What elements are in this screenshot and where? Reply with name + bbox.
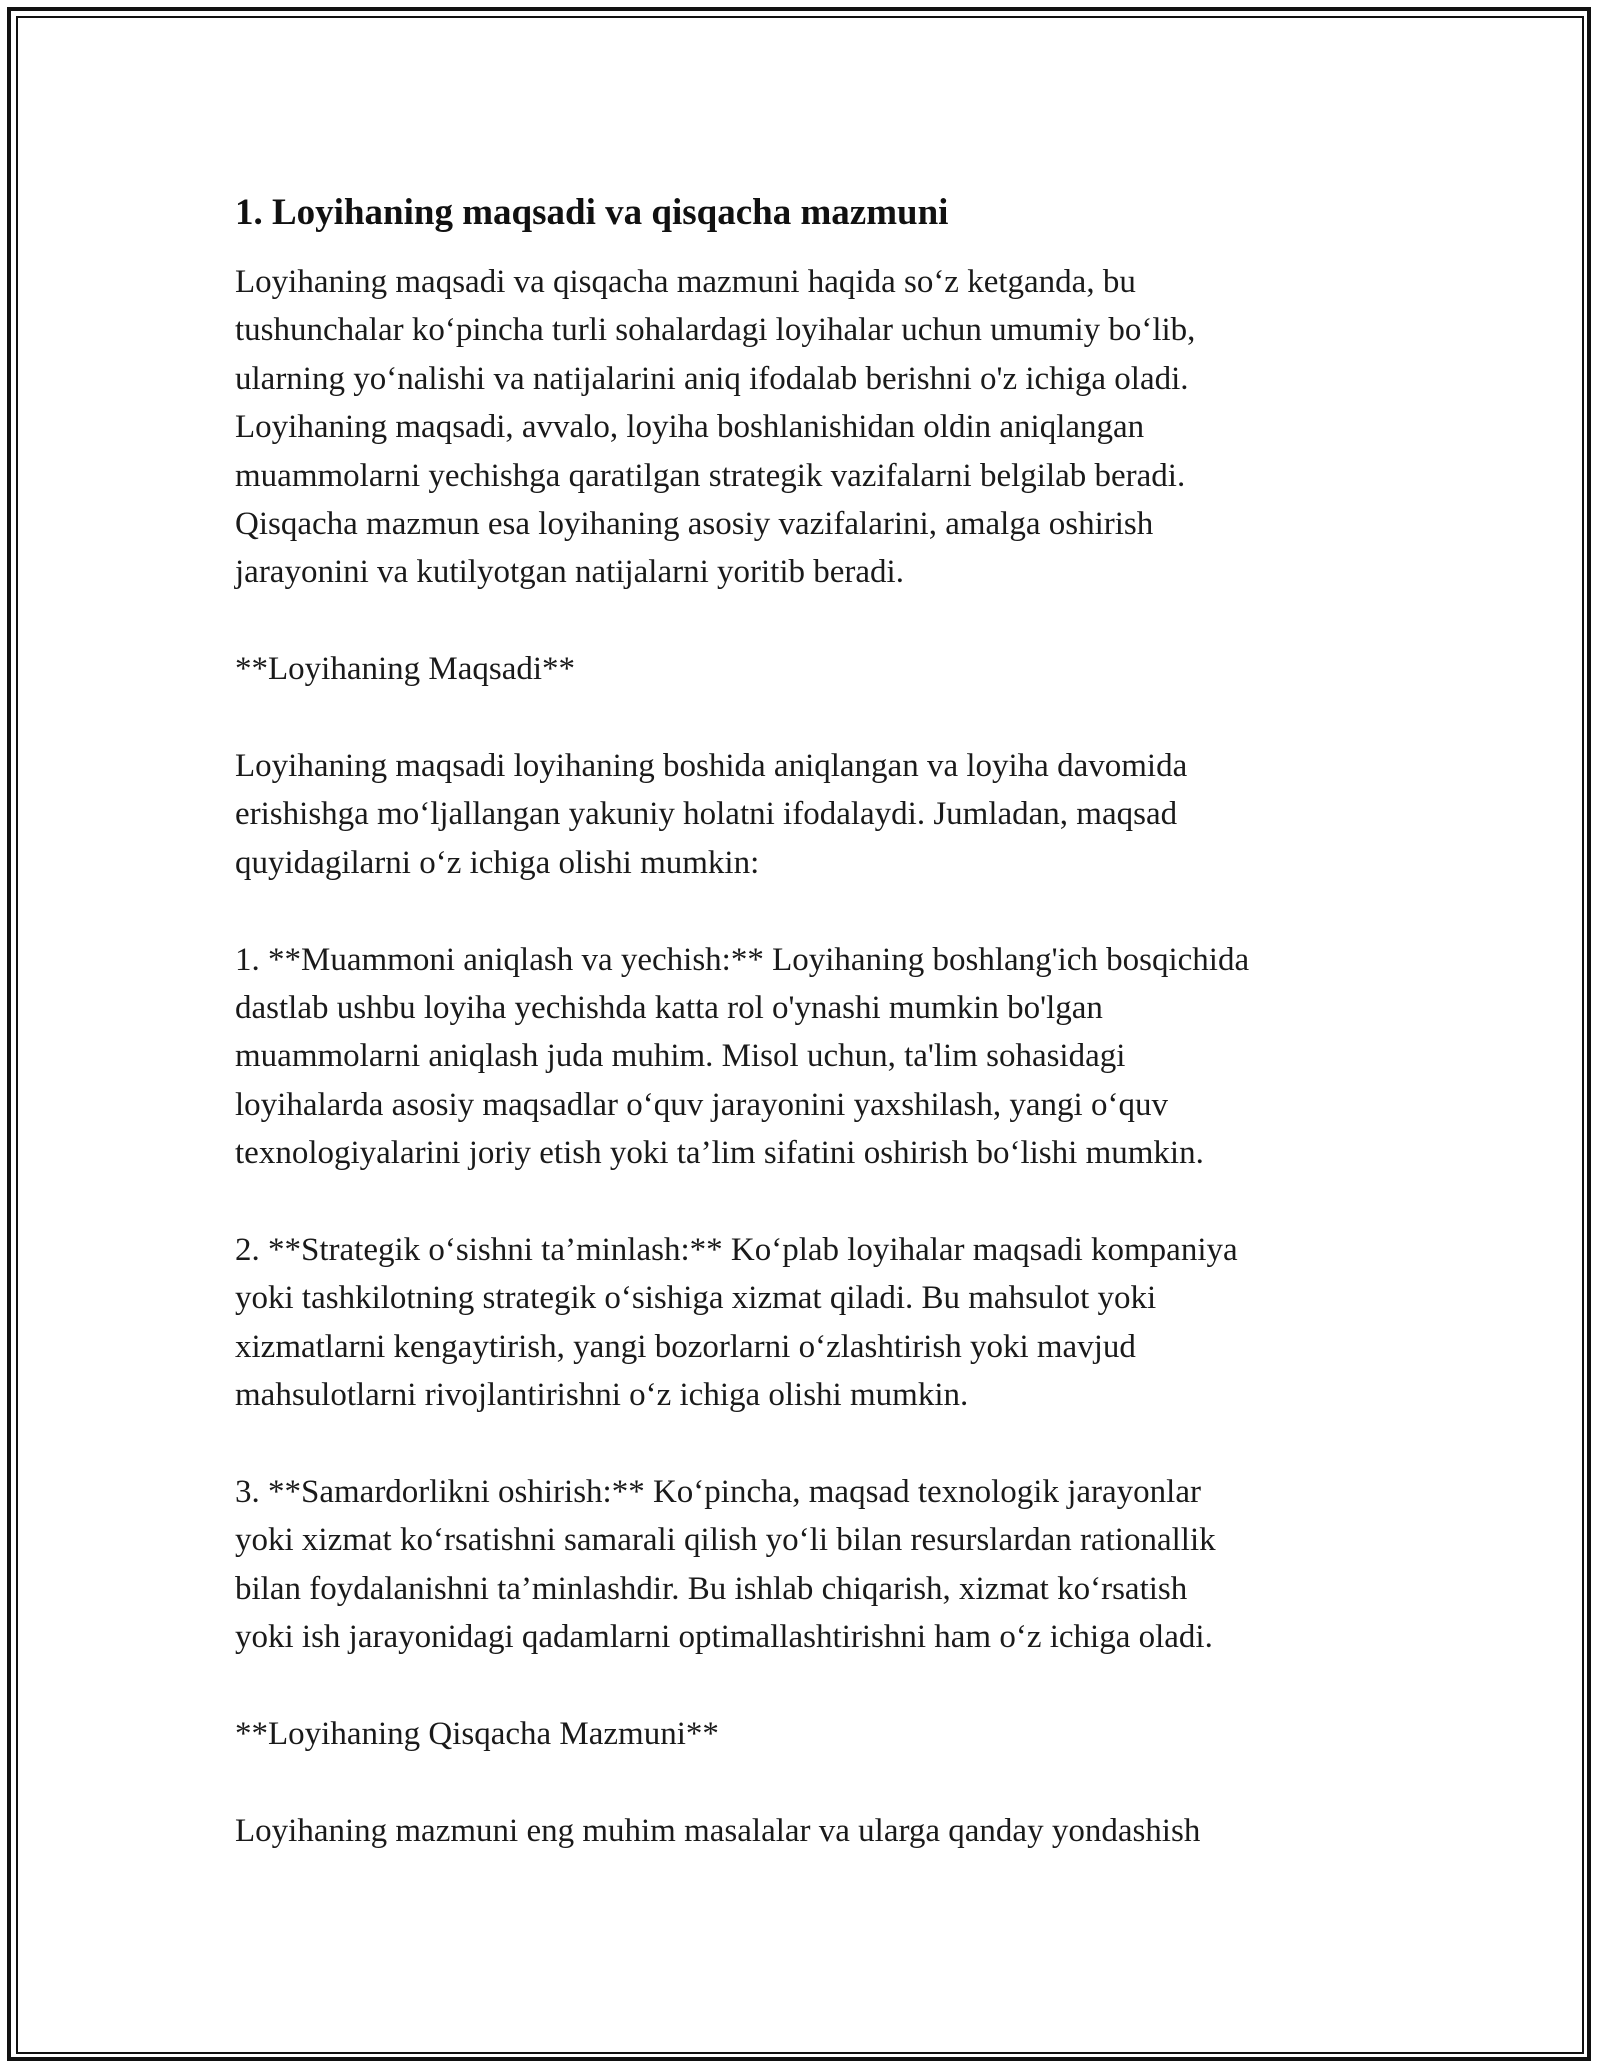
paragraph [235,742,1375,887]
section-heading: 1. Loyihaning maqsadi va qisqacha mazmuni [235,192,949,233]
paragraph [235,1468,1375,1662]
paragraph-line: dastlab ushbu loyiha yechishda katta rol o'ynashi mumkin bo'lgan [235,990,1103,1027]
paragraph-line: 3. **Samardorlikni oshirish:** Ko‘pincha, maqsad texnologik jarayonlar [235,1474,1201,1511]
paragraph-line: yoki tashkilotning strategik o‘sishiga xizmat qiladi. Bu mahsulot yoki [235,1280,1157,1317]
paragraph [235,1226,1375,1420]
paragraph-line: 1. **Muammoni aniqlash va yechish:** Loyihaning boshlang'ich bosqichida [235,941,1250,978]
paragraph-line: yoki xizmat ko‘rsatishni samarali qilish yo‘li bilan resurslardan rationallik [235,1522,1216,1559]
paragraph [235,1710,1375,1758]
paragraph-line: xizmatlarni kengaytirish, yangi bozorlarni o‘zlashtirish yoki mavjud [235,1328,1136,1365]
paragraph-line: 2. **Strategik o‘sishni ta’minlash:** Ko‘plab loyihalar maqsadi kompaniya [235,1232,1238,1269]
paragraph-line: Qisqacha mazmun esa loyihaning asosiy vazifalarini, amalga oshirish [235,506,1154,543]
paragraph-line: muammolarni yechishga qaratilgan strategik vazifalarni belgilab beradi. [235,457,1186,494]
paragraph-line: Loyihaning maqsadi loyihaning boshida aniqlangan va loyiha davomida [235,748,1188,785]
paragraph-line: erishishga mo‘ljallangan yakuniy holatni ifodalaydi. Jumladan, maqsad [235,796,1178,833]
paragraph-line: Loyihaning mazmuni eng muhim masalalar va ularga qanday yondashish [235,1812,1201,1849]
paragraph-line: bilan foydalanishni ta’minlashdir. Bu ishlab chiqarish, xizmat ko‘rsatish [235,1570,1188,1607]
document-body [235,188,1375,1904]
paragraph-line: quyidagilarni o‘z ichiga olishi mumkin: [235,844,760,881]
paragraph [235,645,1375,693]
paragraph-line: Loyihaning maqsadi, avvalo, loyiha boshlanishidan oldin aniqlangan [235,409,1145,446]
paragraph-line: **Loyihaning Qisqacha Mazmuni** [235,1716,719,1753]
paragraph [235,258,1375,597]
paragraph-line: loyihalarda asosiy maqsadlar o‘quv jarayonini yaxshilash, yangi o‘quv [235,1086,1168,1123]
paragraph-line: mahsulotlarni rivojlantirishni o‘z ichiga olishi mumkin. [235,1377,969,1414]
paragraph-line: texnologiyalarini joriy etish yoki ta’lim sifatini oshirish bo‘lishi mumkin. [235,1135,1204,1172]
paragraph-line: **Loyihaning Maqsadi** [235,651,576,688]
paragraph [235,936,1375,1178]
paragraph-line: ularning yo‘nalishi va natijalarini aniq ifodalab berishni o'z ichiga oladi. [235,360,1189,397]
paragraph-line: yoki ish jarayonidagi qadamlarni optimallashtirishni ham o‘z ichiga oladi. [235,1619,1213,1656]
paragraph-list [235,258,1375,1855]
paragraph-line: muammolarni aniqlash juda muhim. Misol uchun, ta'lim sohasidagi [235,1038,1126,1075]
paragraph [235,1807,1375,1855]
paragraph-line: Loyihaning maqsadi va qisqacha mazmuni haqida so‘z ketganda, bu [235,264,1136,300]
paragraph-line: tushunchalar ko‘pincha turli sohalardagi loyihalar uchun umumiy bo‘lib, [235,312,1196,349]
paragraph-line: jarayonini va kutilyotgan natijalarni yoritib beradi. [235,554,904,591]
